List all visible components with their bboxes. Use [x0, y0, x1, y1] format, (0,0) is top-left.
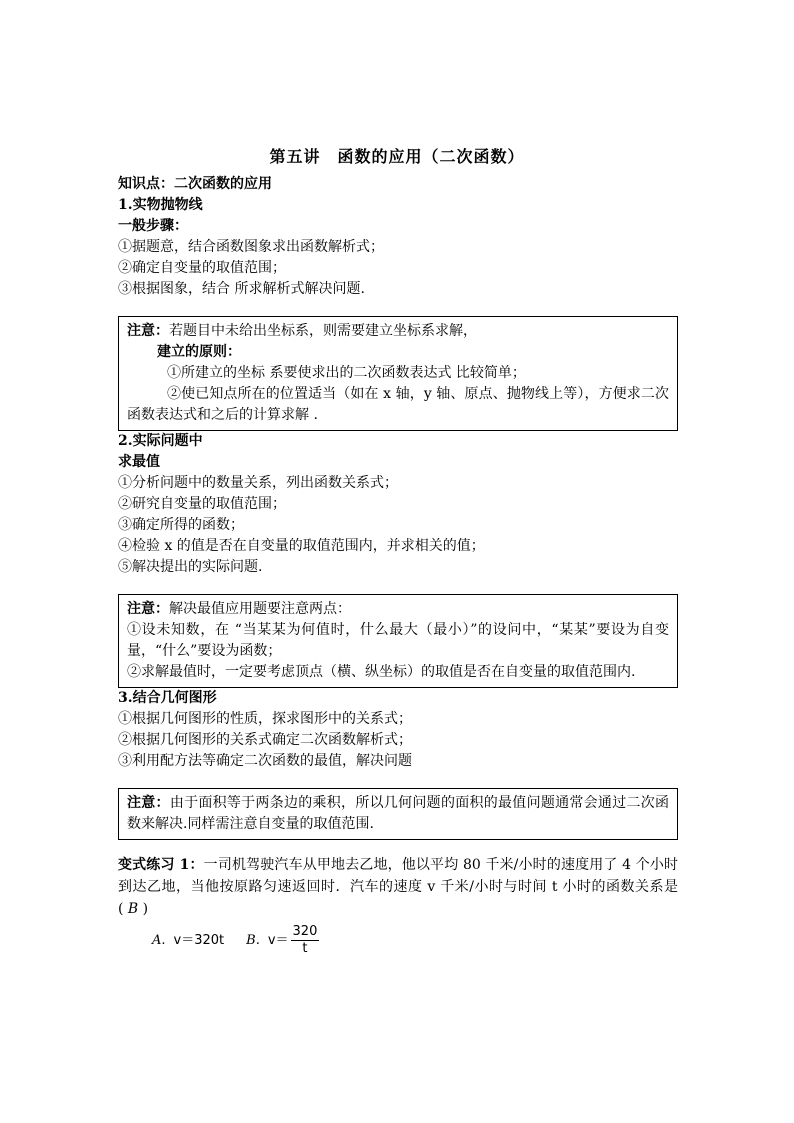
part3-step-2: ②根据几何图形的关系式确定二次函数解析式； [118, 732, 412, 748]
section-header: 知识点：二次函数的应用 [118, 176, 272, 192]
part1-principle-1: ①所建立的坐标 系要使求出的二次函数表达式 比较简单； [167, 365, 526, 381]
part1-step-3: ③根据图象，结合 所求解析式解决问题. [118, 281, 365, 297]
part3-note-label: 注意： [127, 795, 170, 811]
part1-step-1: ①据题意，结合函数图象求出函数解析式； [118, 239, 384, 255]
part1-note-text: 若题目中未给出坐标系，则需要建立坐标系求解， [169, 323, 477, 339]
part2-note-point-2: ②求解最值时，一定要考虑顶点（横、纵坐标）的取值是否在自变量的取值范围内. [127, 664, 636, 680]
part1-step-2: ②确定自变量的取值范围； [118, 260, 286, 276]
part2-step-3: ③确定所得的函数； [118, 517, 244, 533]
exercise-block [118, 854, 678, 957]
part3-step-3: ③利用配方法等确定二次函数的最值，解决问题 [118, 753, 412, 769]
part2-step-5: ⑤解决提出的实际问题. [118, 559, 263, 575]
option-b-fraction [291, 924, 320, 957]
exercise-text: 一司机驾驶汽车从甲地去乙地，他以平均 80 千米/小时的速度用了 4 个小时到达乙地，当他按原路匀速返回时．汽车的速度 v 千米/小时与时间 t 小时的函数关系是( [118, 857, 678, 917]
part2-step-4: ④检验 x 的值是否在自变量的取值范围内，并求相关的值； [118, 538, 485, 554]
option-b-expr-prefix: v＝ [267, 933, 289, 948]
part1-heading: 1.实物抛物线 [118, 197, 203, 213]
part3-note-box [118, 788, 678, 840]
option-a[interactable] [152, 930, 224, 951]
option-b[interactable] [246, 924, 319, 957]
part1-principle-label: 建立的原则： [157, 344, 241, 360]
part2-step-2: ②研究自变量的取值范围； [118, 496, 286, 512]
part2-subheading: 求最值 [118, 454, 160, 470]
option-b-numerator: 320 [292, 924, 318, 939]
part2-heading: 2.实际问题中 [118, 433, 203, 449]
part1-note-box [118, 316, 678, 431]
part3-note-text: 由于面积等于两条边的乘积，所以几何问题的面积的最值问题通常会通过二次函数来解决.同样需注意自变量的取值范围. [127, 795, 669, 832]
part3-heading: 3.结合几何图形 [118, 690, 217, 706]
exercise-label: 变式练习 1： [118, 857, 204, 873]
exercise-close-paren: ) [142, 901, 149, 917]
part2-note-label: 注意： [127, 601, 169, 617]
exercise-answer: B [127, 901, 139, 917]
part2-step-1: ①分析问题中的数量关系，列出函数关系式； [118, 475, 398, 491]
option-b-denominator: t [302, 941, 308, 956]
part1-steps-heading: 一般步骤： [118, 218, 188, 234]
part3-step-1: ①根据几何图形的性质，探求图形中的关系式； [118, 711, 412, 727]
part1-principle-2: ②使已知点所在的位置适当（如在 x 轴，y 轴、原点、抛物线上等），方便求二次函数表达式和之后的计算求解 . [127, 386, 669, 423]
option-b-letter: B. [246, 933, 260, 948]
document-body [118, 174, 678, 957]
option-a-expr: v＝320t [173, 933, 225, 948]
part2-note-text: 解决最值应用题要注意两点： [169, 601, 351, 617]
part1-note-label: 注意： [127, 323, 169, 339]
part2-note-box [118, 594, 678, 688]
option-a-letter: A. [152, 933, 166, 948]
exercise-options [118, 924, 678, 957]
page-title: 第五讲 函数的应用（二次函数） [269, 147, 525, 166]
part2-note-point-1: ①设未知数，在 “当某某为何值时，什么最大（最小）”的设问中，“某某”要设为自变量，“什么”要设为函数； [127, 622, 669, 659]
